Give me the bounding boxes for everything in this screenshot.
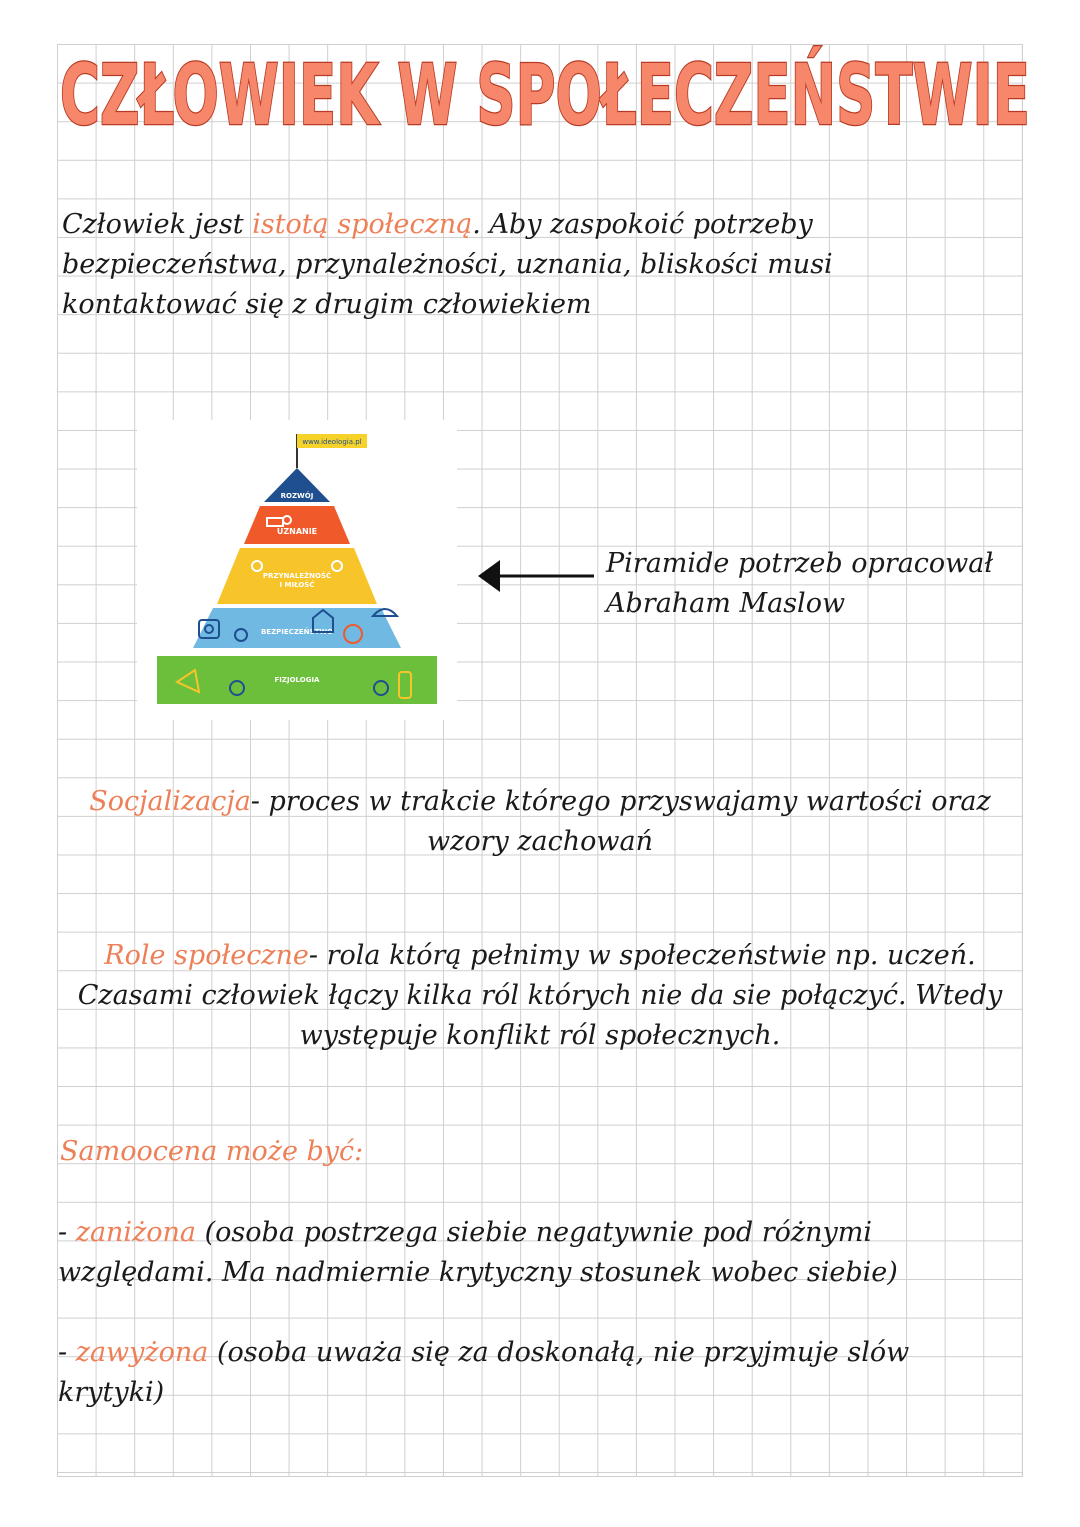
page-title: [58, 36, 1038, 146]
level-label-uznanie: UZNANIE: [276, 527, 318, 536]
source-label: www.ideologia.pl: [302, 438, 362, 446]
maslow-note: [606, 544, 1026, 624]
level-label-fizjologia: FIZJOLOGIA: [274, 676, 320, 684]
arrow-icon: [476, 558, 600, 598]
zawyzona-text: (osoba uważa się za doskonałą, nie przyjmuje slów krytyki): [58, 1337, 910, 1408]
samoocena-heading: Samoocena może być:: [60, 1136, 364, 1167]
intro-highlight: istotą społeczną: [252, 209, 473, 240]
level-label-przynaleznosc: PRZYNALEŻNOŚĆ: [262, 572, 332, 580]
samoocena-item-zanizona: [58, 1213, 988, 1293]
role-definition: [60, 936, 1020, 1056]
role-term: Role społeczne: [104, 940, 309, 971]
intro-paragraph: [62, 205, 962, 325]
role-text: - rola którą pełnimy w społeczeństwie np. uczeń. Czasami człowiek łączy kilka ról których nie da sie połączyć. Wtedy występuje konflikt ról społecznych.: [77, 940, 1003, 1051]
socjalizacja-term: Socjalizacja: [89, 786, 251, 817]
socjalizacja-definition: [60, 782, 1020, 862]
maslow-pyramid-image: [137, 420, 457, 720]
maslow-note-line1: Piramide potrzeb opracował: [606, 548, 994, 579]
level-label-rozwoj: ROZWÓJ: [280, 492, 314, 500]
svg-text:CZŁOWIEK W SPOŁECZEŃSTWIE: CZŁOWIEK W SPOŁECZEŃSTWIE: [60, 46, 1030, 144]
samoocena-item-zawyzona: [58, 1333, 988, 1413]
item-dash: -: [58, 1337, 76, 1368]
level-label-bezpieczenstwo: BEZPIECZEŃSTWO: [260, 628, 334, 636]
intro-text-start: Człowiek jest: [62, 209, 253, 240]
zanizona-term: zaniżona: [75, 1217, 197, 1248]
item-dash: -: [58, 1217, 76, 1248]
socjalizacja-text: - proces w trakcie którego przyswajamy wartości oraz wzory zachowań: [250, 786, 991, 857]
zanizona-text: (osoba postrzega siebie negatywnie pod różnymi względami. Ma nadmiernie krytyczny stosunek wobec siebie): [58, 1217, 898, 1288]
level-label-milosc: I MIŁOŚĆ: [279, 581, 315, 589]
maslow-note-line2: Abraham Maslow: [606, 588, 846, 619]
pyramid-level-uznanie: [244, 506, 350, 544]
intro-text-end: . Aby zaspokoić potrzeby bezpieczeństwa, przynależności, uznania, bliskości musi kontaktować się z drugim człowiekiem: [62, 209, 833, 320]
zawyzona-term: zawyżona: [75, 1337, 209, 1368]
